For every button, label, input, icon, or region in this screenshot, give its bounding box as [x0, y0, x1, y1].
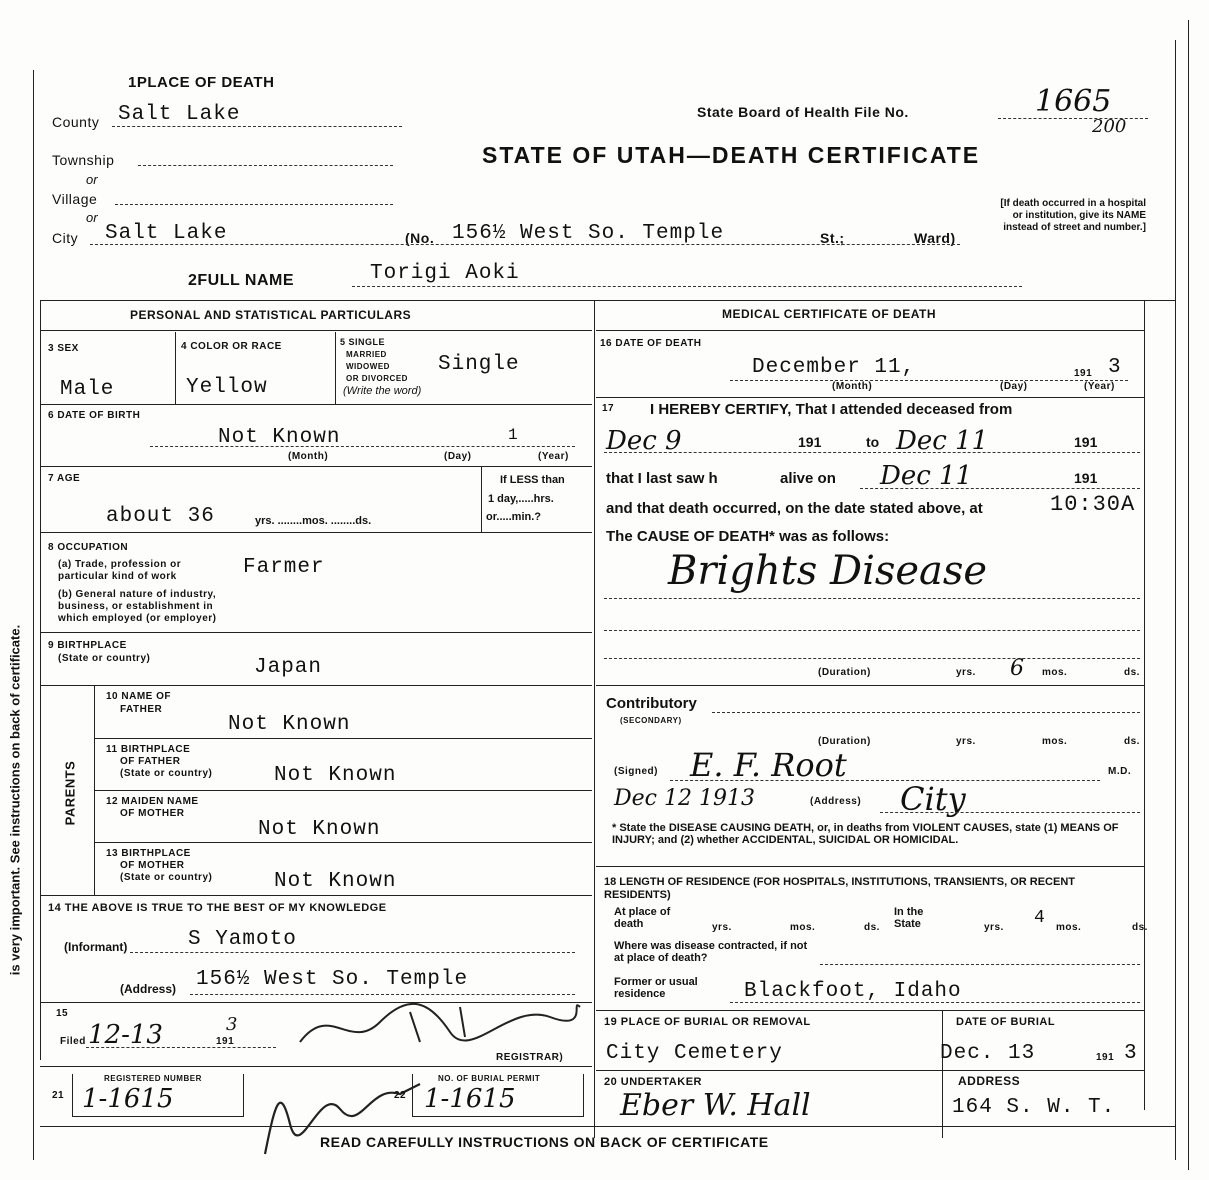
mother-bp-label-3: (State or country) [120, 872, 213, 883]
marital-value: Single [438, 353, 520, 376]
duration-mos-value: 6 [1010, 656, 1024, 681]
marital-label-2: MARRIED [346, 350, 387, 359]
occupation-b-2: business, or establishment in [58, 601, 214, 612]
mother-bp-label-2: OF MOTHER [120, 860, 185, 871]
cert-line-b [860, 488, 1140, 489]
less-than-2: 1 day,.....hrs. [488, 493, 554, 505]
knowledge-label: 14 THE ABOVE IS TRUE TO THE BEST OF MY KNOWLEDGE [48, 902, 387, 914]
in-state-yrs: yrs. [984, 922, 1004, 933]
cert-191b: 191 [1074, 434, 1098, 450]
med-line-2 [596, 685, 1144, 686]
footer-instructions: READ CAREFULLY INSTRUCTIONS ON BACK OF CERTIFICATE [320, 1134, 769, 1150]
burial-191: 191 [1096, 1052, 1115, 1063]
father-bp-label-2: OF FATHER [120, 756, 181, 767]
sig-address-label: (Address) [810, 796, 862, 807]
dod-191: 191 [1074, 368, 1093, 379]
dod-day-label: (Day) [1000, 381, 1028, 392]
age-units: yrs. ........mos. ........ds. [255, 515, 372, 527]
signed-line [670, 780, 1100, 781]
cert-191a: 191 [798, 434, 822, 450]
former-value: Blackfoot, Idaho [744, 980, 962, 1003]
dod-year: 3 [1108, 356, 1122, 379]
village-line [115, 204, 393, 205]
parents-line-1 [94, 738, 592, 739]
informant-label: (Informant) [64, 940, 128, 954]
signed-label: (Signed) [614, 766, 658, 777]
or-2: or [86, 210, 98, 225]
dob-value: Not Known [218, 426, 341, 449]
birthplace-label: 9 BIRTHPLACE [48, 640, 127, 651]
dob-day-label: (Day) [444, 451, 472, 462]
less-than-1: If LESS than [500, 474, 565, 486]
sex-divider [175, 332, 176, 404]
row-line-3 [40, 532, 592, 533]
mother-bp-value: Not Known [274, 870, 397, 893]
left-col-left [40, 300, 41, 1060]
full-name-value: Torigi Aoki [370, 262, 520, 285]
file-no-label: State Board of Health File No. [697, 104, 909, 120]
registrar-label: REGISTRAR) [496, 1052, 564, 1063]
res-ds: ds. [864, 922, 880, 933]
sig-address-value: City [900, 780, 966, 818]
mother-name-label-1: 12 MAIDEN NAME [106, 796, 199, 807]
marital-label-1: 5 SINGLE [340, 337, 386, 347]
medical-title: MEDICAL CERTIFICATE OF DEATH [722, 307, 936, 321]
right-col-right [1144, 300, 1145, 1110]
age-divider [481, 466, 482, 532]
father-name-label-2: FATHER [120, 704, 163, 715]
reg-num-prefix: 21 [52, 1090, 65, 1101]
mother-bp-label-1: 13 BIRTHPLACE [106, 848, 191, 859]
side-instructions-text: is very important. See instructions on back of certificate. [7, 624, 23, 976]
full-name-label: 2FULL NAME [188, 272, 295, 289]
no-label: (No. [405, 230, 435, 246]
med-line-4 [596, 1010, 1144, 1011]
row-line-4 [40, 632, 592, 633]
reg-num-label: REGISTERED NUMBER [104, 1074, 202, 1083]
birthplace-value: Japan [254, 656, 323, 679]
burial-place-value: City Cemetery [606, 1042, 783, 1065]
address-label: (Address) [120, 982, 177, 996]
burial-date-label: DATE OF BURIAL [956, 1016, 1056, 1028]
med-line-3 [596, 866, 1144, 867]
in-state-ds: ds. [1132, 922, 1148, 933]
parents-line-2 [94, 790, 592, 791]
father-bp-label-3: (State or country) [120, 768, 213, 779]
secondary-label: (SECONDARY) [620, 716, 682, 725]
contributory-line [712, 712, 1140, 713]
burial-divider [942, 1010, 943, 1138]
dob-month-label: (Month) [288, 451, 329, 462]
cause-footnote: * State the DISEASE CAUSING DEATH, or, in deaths from VIOLENT CAUSES, state (1) MEANS OF INJURY; and (2) whether ACCIDENTAL, SUICIDAL OR HOMICIDAL. [612, 822, 1119, 846]
cert-to: Dec 11 [896, 426, 989, 456]
duration2-mos: mos. [1042, 736, 1068, 747]
cause-line-2 [604, 630, 1140, 631]
occupation-label: 8 OCCUPATION [48, 542, 129, 553]
informant-line [130, 952, 575, 953]
occupation-b-1: (b) General nature of industry, [58, 589, 217, 600]
filed-year: 3 [226, 1014, 238, 1035]
filed-191: 191 [216, 1036, 235, 1047]
less-than-3: or.....min.? [486, 511, 542, 523]
cert-from: Dec 9 [606, 426, 682, 456]
res-mos: mos. [790, 922, 816, 933]
contracted-label: Where was disease contracted, if not at place of death? [614, 940, 808, 964]
last-saw-label: that I last saw h [606, 470, 718, 487]
in-state-mos: mos. [1056, 922, 1082, 933]
former-line [730, 1002, 1140, 1003]
burial-date-year: 3 [1124, 1042, 1138, 1065]
personal-title: PERSONAL AND STATISTICAL PARTICULARS [130, 308, 412, 322]
ward-label: Ward) [914, 230, 956, 246]
duration-label: (Duration) [818, 667, 871, 678]
filed-label: Filed [60, 1036, 86, 1047]
row-line-2 [40, 466, 592, 467]
cause-line-3 [604, 658, 1140, 659]
cause-value: Brights Disease [668, 548, 988, 594]
signed-date: Dec 12 1913 [614, 786, 755, 811]
cause-line-1 [604, 598, 1140, 599]
alive-label: alive on [780, 470, 836, 487]
occupation-value: Farmer [243, 556, 325, 579]
color-divider [335, 332, 336, 404]
dob-line [150, 446, 575, 447]
st-label: St.; [820, 230, 845, 246]
mother-name-value: Not Known [258, 818, 381, 841]
registrar-signature [290, 992, 590, 1052]
village-label: Village [52, 191, 98, 207]
cert-line1: I HEREBY CERTIFY, That I attended deceased from [650, 401, 1013, 418]
row-line-5 [40, 685, 592, 686]
color-value: Yellow [186, 376, 268, 399]
burial-permit-label: NO. OF BURIAL PERMIT [438, 1074, 541, 1083]
side-instructions [4, 520, 26, 1080]
cert-to-label: to [866, 434, 880, 450]
occupation-a-1: (a) Trade, profession or [58, 559, 182, 570]
duration2-yrs: yrs. [956, 736, 976, 747]
institution-note: [If death occurred in a hospital or institution, give its NAME instead of street and number.] [1000, 198, 1146, 233]
city-label: City [52, 230, 79, 246]
father-bp-value: Not Known [274, 764, 397, 787]
cert-line-a [604, 452, 1140, 453]
undertaker-value: Eber W. Hall [620, 1088, 811, 1123]
personal-title-line [40, 330, 592, 331]
county-line [112, 126, 402, 127]
former-label: Former or usual residence [614, 976, 698, 1000]
row-line-1 [40, 404, 592, 405]
dod-value: December 11, [752, 356, 916, 379]
medical-title-line [596, 330, 1144, 331]
dob-label: 6 DATE OF BIRTH [48, 410, 141, 421]
parents-line-3 [94, 842, 592, 843]
contracted-line [820, 964, 1140, 965]
undertaker-address-value: 164 S. W. T. [952, 1096, 1116, 1119]
row-line-6 [40, 895, 592, 896]
duration-yrs: yrs. [956, 667, 976, 678]
dod-year-label: (Year) [1084, 381, 1115, 392]
burial-place-label: 19 PLACE OF BURIAL OR REMOVAL [604, 1016, 811, 1028]
contributory-label: Contributory [606, 695, 697, 712]
undertaker-label: 20 UNDERTAKER [604, 1076, 702, 1088]
outer-left-border [33, 70, 34, 1160]
marital-label-4: OR DIVORCED [346, 374, 408, 383]
in-state-label: In the State [894, 906, 924, 930]
father-name-value: Not Known [228, 713, 351, 736]
filed-value: 12-13 [88, 1020, 163, 1050]
mother-name-label-2: OF MOTHER [120, 808, 185, 819]
parents-side-label [50, 690, 90, 895]
file-no-value: 1665 [1035, 84, 1112, 119]
burial-permit-value: 1-1615 [424, 1084, 516, 1114]
duration-mos: mos. [1042, 667, 1068, 678]
place-of-death-label: 1PLACE OF DEATH [128, 74, 275, 91]
occupation-a-2: particular kind of work [58, 571, 177, 582]
res-yrs: yrs. [712, 922, 732, 933]
at-place-label: At place of death [614, 906, 671, 930]
sex-label: 3 SEX [48, 343, 79, 354]
undertaker-address-label: ADDRESS [958, 1074, 1021, 1088]
county-value: Salt Lake [118, 103, 241, 126]
parents-side-label-text: PARENTS [62, 760, 78, 825]
age-label: 7 AGE [48, 473, 81, 484]
file-no-sub: 200 [1092, 116, 1127, 137]
page-edge [1188, 20, 1189, 1170]
or-1: or [86, 172, 98, 187]
township-line [138, 165, 393, 166]
duration-ds: ds. [1124, 667, 1140, 678]
marital-label-3: WIDOWED [346, 362, 390, 371]
informant-address-value: 156½ West So. Temple [196, 968, 469, 991]
full-name-line [352, 286, 1022, 287]
burial-permit-prefix: 22 [394, 1090, 407, 1101]
city-value: Salt Lake [105, 222, 228, 245]
death-occurred-label: and that death occurred, on the date stated above, at [606, 500, 983, 517]
md-label: M.D. [1108, 766, 1132, 777]
outer-right-border [1175, 40, 1176, 1160]
dod-line [730, 380, 1128, 381]
reg-num-value: 1-1615 [82, 1084, 174, 1114]
residence-label: 18 LENGTH OF RESIDENCE (FOR HOSPITALS, INSTITUTIONS, TRANSIENTS, OR RECENT RESIDENTS) [604, 876, 1075, 901]
file-no-line [998, 118, 1148, 119]
signed-value: E. F. Root [690, 746, 847, 784]
age-value: about 36 [106, 505, 215, 528]
father-bp-label-1: 11 BIRTHPLACE [106, 744, 191, 755]
city-line [90, 244, 960, 245]
death-time: 10:30A [1050, 492, 1136, 517]
marital-label-5: (Write the word) [343, 385, 422, 397]
in-state-mos-value: 4 [1034, 908, 1046, 928]
main-top-line [40, 300, 1175, 301]
med-line-1 [596, 397, 1144, 398]
sex-value: Male [60, 378, 115, 401]
dob-year-value: 1 [508, 426, 519, 444]
dod-label: 16 DATE OF DEATH [600, 338, 702, 349]
sig-address-line [880, 812, 1140, 813]
bottom-line [40, 1126, 1175, 1127]
filed-line [86, 1047, 276, 1048]
township-label: Township [52, 152, 115, 168]
birthplace-sub: (State or country) [58, 653, 151, 664]
cert-num: 17 [602, 403, 615, 414]
father-name-label-1: 10 NAME OF [106, 691, 172, 702]
duration2-ds: ds. [1124, 736, 1140, 747]
address-no-value: 156½ West So. Temple [452, 222, 725, 245]
occupation-b-3: which employed (or employer) [58, 613, 217, 624]
filed-num: 15 [56, 1008, 69, 1019]
duration2-label: (Duration) [818, 736, 871, 747]
dob-year-label: (Year) [538, 451, 569, 462]
last-saw-value: Dec 11 [880, 461, 973, 491]
dod-month-label: (Month) [832, 381, 873, 392]
certificate-title: STATE OF UTAH—DEATH CERTIFICATE [482, 142, 981, 168]
informant-value: S Yamoto [188, 928, 297, 951]
color-label: 4 COLOR OR RACE [181, 341, 282, 352]
burial-date-value: Dec. 13 [940, 1042, 1036, 1065]
cause-label: The CAUSE OF DEATH* was as follows: [606, 528, 890, 545]
cert-191c: 191 [1074, 470, 1098, 486]
center-divider [594, 300, 595, 1138]
med-line-5 [596, 1070, 1144, 1071]
county-label: County [52, 114, 100, 130]
